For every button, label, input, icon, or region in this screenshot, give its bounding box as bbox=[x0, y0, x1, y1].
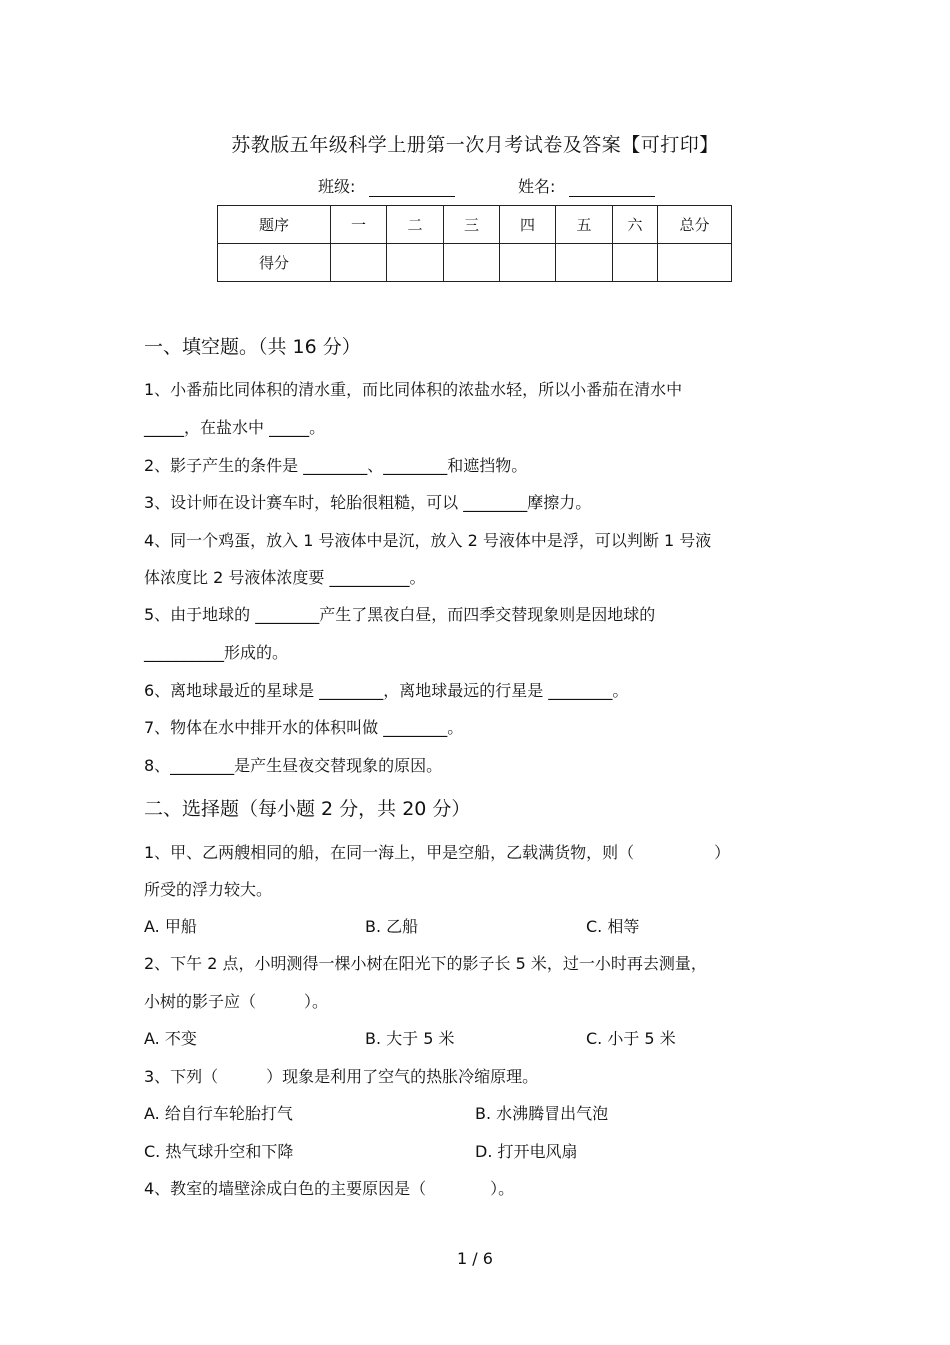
score-cell[interactable] bbox=[613, 244, 658, 282]
score-cell[interactable] bbox=[387, 244, 444, 282]
score-cell[interactable] bbox=[500, 244, 556, 282]
fill-q8: 8、________是产生昼夜交替现象的原因。 bbox=[144, 756, 443, 775]
class-label: 班级: bbox=[318, 177, 356, 196]
section2-heading: 二、选择题（每小题 2 分，共 20 分） bbox=[144, 798, 471, 820]
choice-q2-line1: 2、下午 2 点，小明测得一棵小树在阳光下的影子长 5 米，过一小时再去测量， bbox=[144, 954, 707, 973]
choice-q2-option-a[interactable]: A. 不变 bbox=[144, 1029, 197, 1048]
choice-q3-option-c[interactable]: C. 热气球升空和下降 bbox=[144, 1142, 294, 1161]
choice-q3-line1: 3、下列（ ）现象是利用了空气的热胀冷缩原理。 bbox=[144, 1067, 539, 1086]
fill-q6: 6、离地球最近的星球是 ________，离地球最远的行星是 ________。 bbox=[144, 681, 629, 700]
score-cell[interactable] bbox=[556, 244, 613, 282]
score-cell[interactable] bbox=[331, 244, 387, 282]
header-cell-total: 总分 bbox=[658, 206, 732, 244]
choice-q2-line2: 小树的影子应（ ）。 bbox=[144, 992, 329, 1011]
fill-q3: 3、设计师在设计赛车时，轮胎很粗糙，可以 ________摩擦力。 bbox=[144, 493, 592, 512]
choice-q4-line1: 4、教室的墙壁涂成白色的主要原因是（ ）。 bbox=[144, 1179, 515, 1198]
fill-q5-line2: __________形成的。 bbox=[144, 643, 289, 662]
header-cell-6: 六 bbox=[613, 206, 658, 244]
header-cell-order: 题序 bbox=[218, 206, 331, 244]
score-table bbox=[217, 205, 732, 282]
page-title: 苏教版五年级科学上册第一次月考试卷及答案【可打印】 bbox=[231, 134, 719, 156]
fill-q7: 7、物体在水中排开水的体积叫做 ________。 bbox=[144, 718, 464, 737]
fill-q1-line2: _____，在盐水中 _____。 bbox=[144, 418, 326, 437]
fill-q2: 2、影子产生的条件是 ________、________和遮挡物。 bbox=[144, 456, 528, 475]
choice-q1-line2: 所受的浮力较大。 bbox=[144, 880, 273, 899]
header-cell-5: 五 bbox=[556, 206, 613, 244]
fill-q4-line1: 4、同一个鸡蛋，放入 1 号液体中是沉，放入 2 号液体中是浮，可以判断 1 号液 bbox=[144, 531, 712, 550]
score-table-header-row bbox=[218, 206, 732, 244]
choice-q1-option-a[interactable]: A. 甲船 bbox=[144, 917, 197, 936]
header-cell-1: 一 bbox=[331, 206, 387, 244]
fill-q4-line2: 体浓度比 2 号液体浓度要 __________。 bbox=[144, 568, 426, 587]
page-number: 1 / 6 bbox=[457, 1249, 493, 1268]
choice-q2-option-b[interactable]: B. 大于 5 米 bbox=[365, 1029, 455, 1048]
class-field bbox=[318, 174, 455, 197]
section1-heading: 一、填空题。（共 16 分） bbox=[144, 336, 361, 358]
choice-q1-line1: 1、甲、乙两艘相同的船，在同一海上，甲是空船，乙载满货物，则（ ） bbox=[144, 843, 731, 862]
choice-q1-option-b[interactable]: B. 乙船 bbox=[365, 917, 419, 936]
score-cell[interactable] bbox=[658, 244, 732, 282]
score-table-score-row bbox=[218, 244, 732, 282]
choice-q2-option-c[interactable]: C. 小于 5 米 bbox=[586, 1029, 676, 1048]
name-label: 姓名: bbox=[518, 177, 556, 196]
choice-q3-option-b[interactable]: B. 水沸腾冒出气泡 bbox=[475, 1104, 609, 1123]
class-blank bbox=[369, 178, 455, 197]
header-cell-3: 三 bbox=[444, 206, 500, 244]
choice-q3-option-d[interactable]: D. 打开电风扇 bbox=[475, 1142, 578, 1161]
score-row-label: 得分 bbox=[218, 244, 331, 282]
score-cell[interactable] bbox=[444, 244, 500, 282]
header-cell-2: 二 bbox=[387, 206, 444, 244]
fill-q5-line1: 5、由于地球的 ________产生了黑夜白昼，而四季交替现象则是因地球的 bbox=[144, 605, 656, 624]
name-blank bbox=[569, 178, 655, 197]
name-field bbox=[518, 174, 655, 197]
fill-q1-line1: 1、小番茄比同体积的清水重，而比同体积的浓盐水轻，所以小番茄在清水中 bbox=[144, 380, 683, 399]
choice-q3-option-a[interactable]: A. 给自行车轮胎打气 bbox=[144, 1104, 293, 1123]
header-cell-4: 四 bbox=[500, 206, 556, 244]
choice-q1-option-c[interactable]: C. 相等 bbox=[586, 917, 640, 936]
